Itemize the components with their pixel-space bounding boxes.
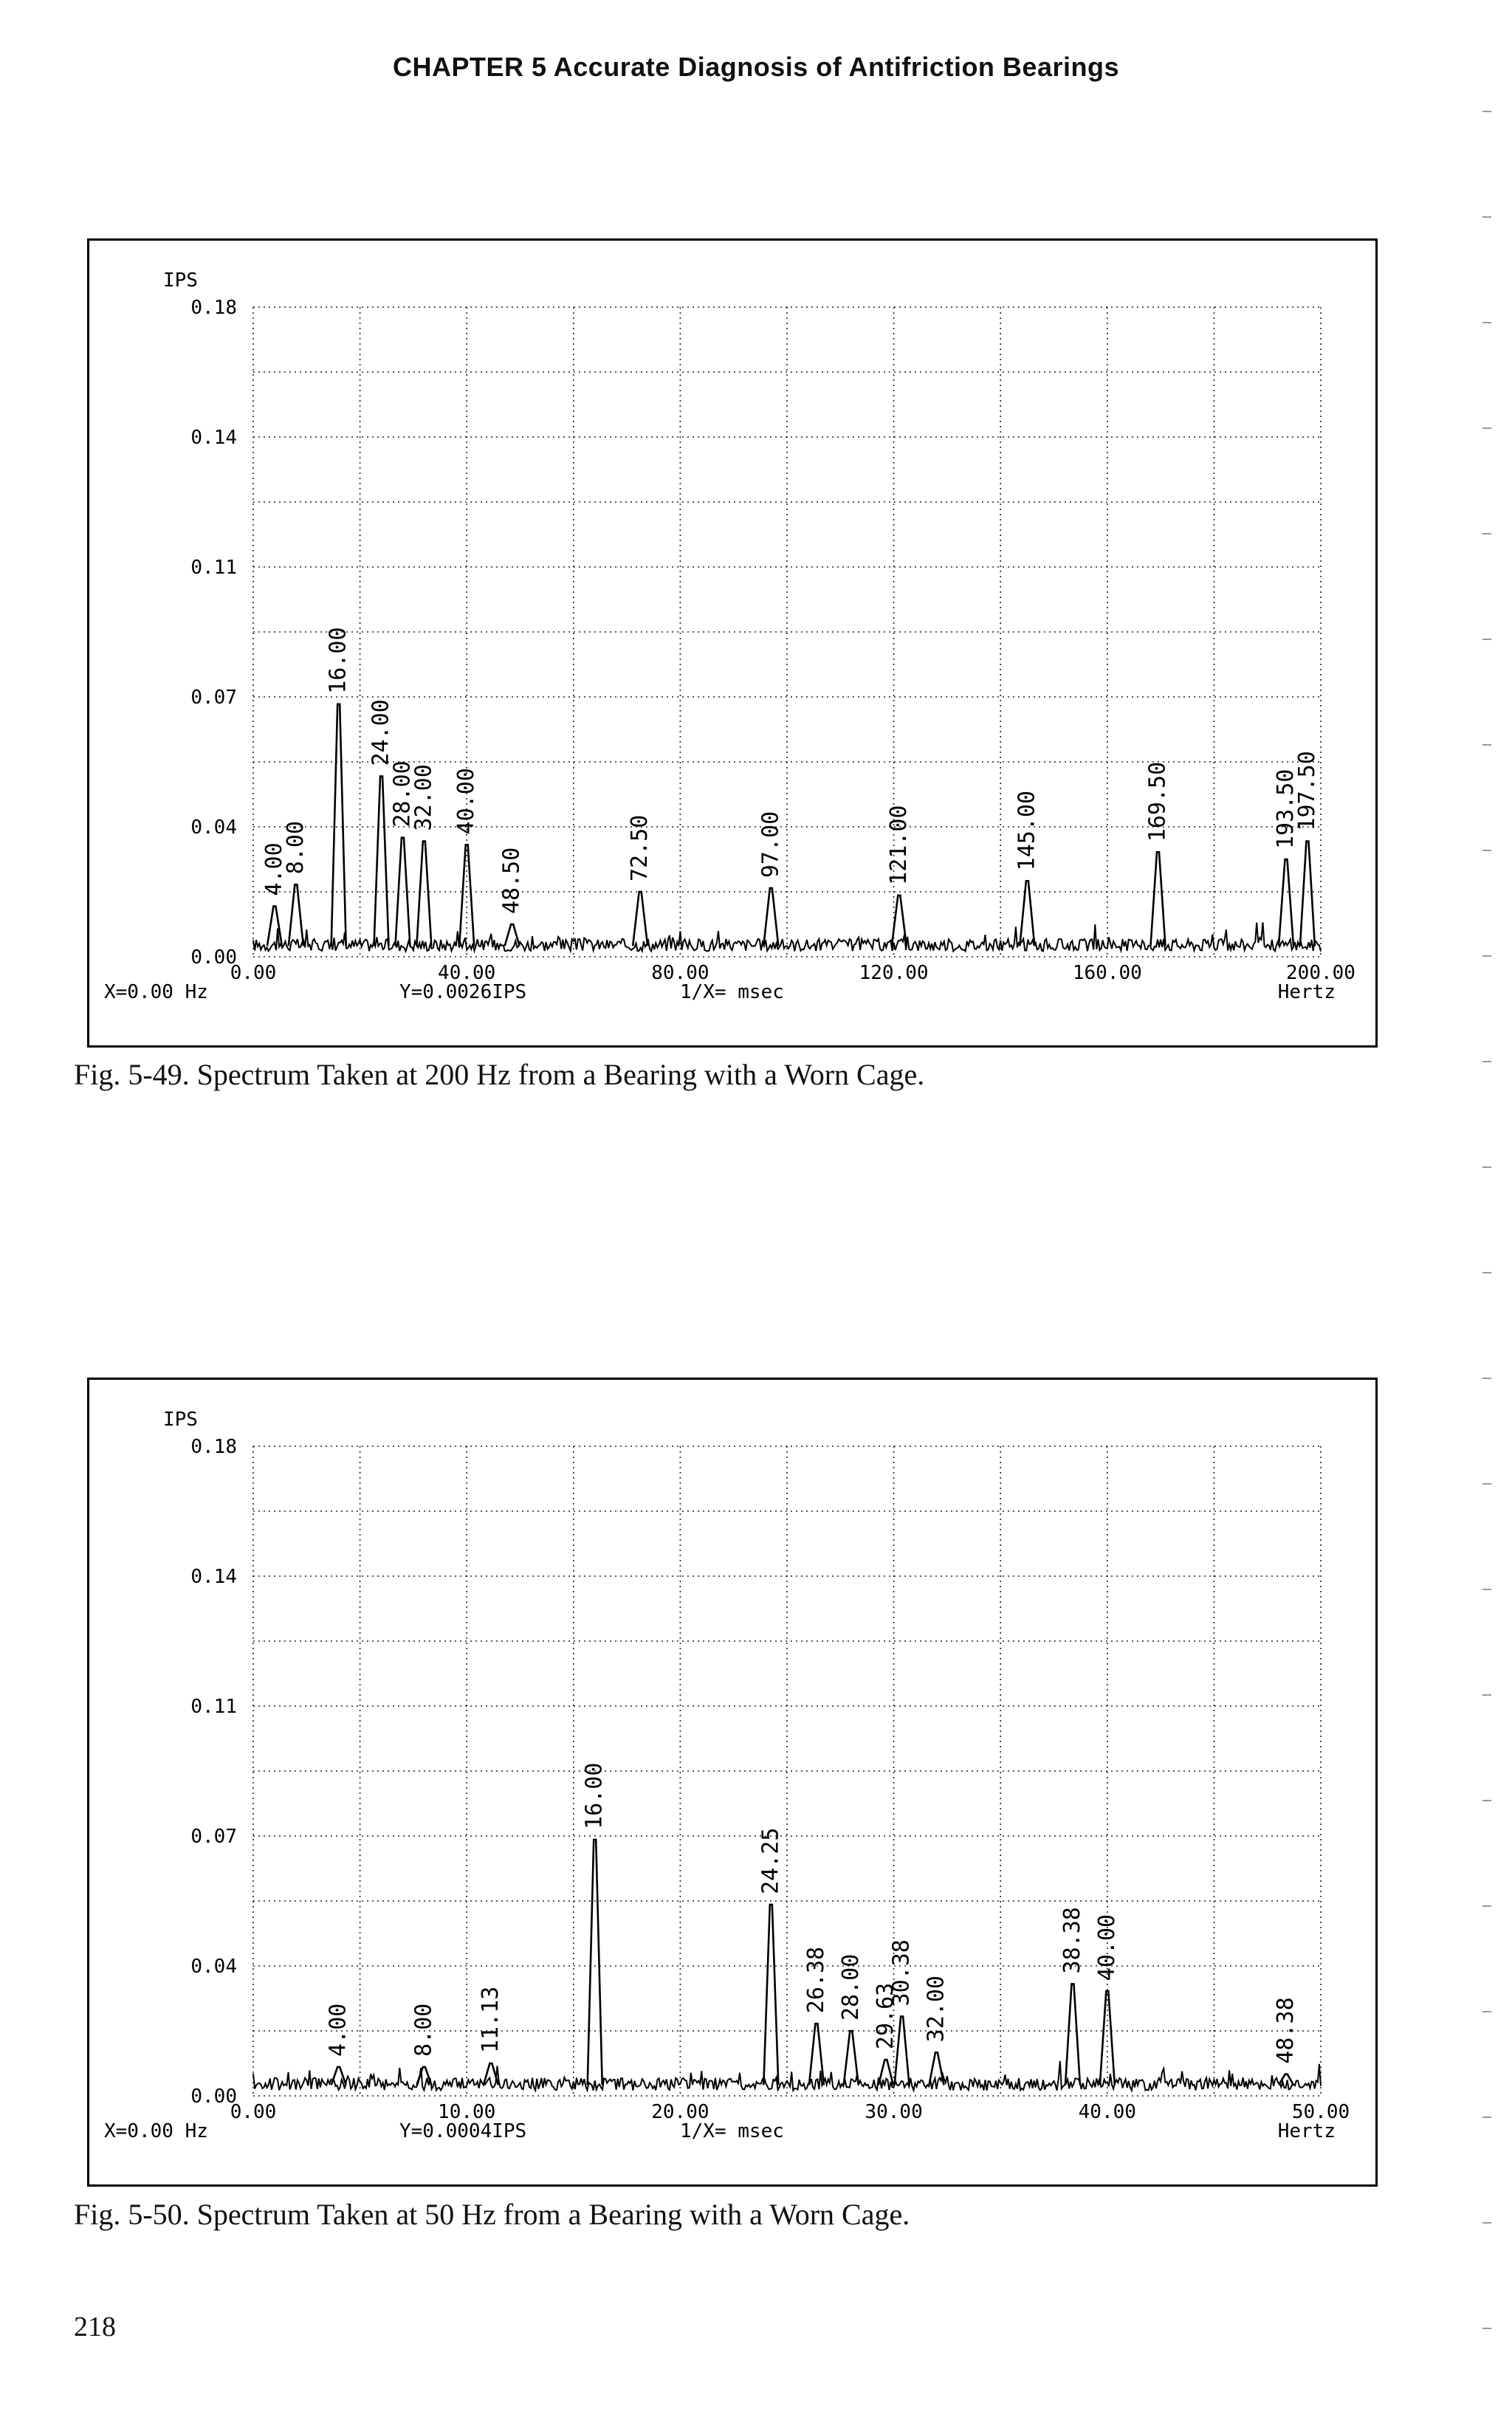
y-tick-label: 0.14 bbox=[190, 427, 237, 449]
y-tick-label: 0.14 bbox=[190, 1566, 237, 1588]
margin-tick bbox=[1482, 1378, 1491, 1379]
peak-frequency-label: 28.00 bbox=[389, 760, 416, 828]
peak-frequency-label: 26.38 bbox=[803, 1946, 829, 2014]
peak-frequency-label: 4.00 bbox=[261, 842, 287, 896]
spectrum-peak bbox=[267, 907, 282, 946]
peak-frequency-label: 197.50 bbox=[1293, 751, 1320, 831]
cursor-x-readout: X=0.00 Hz bbox=[104, 981, 208, 1003]
peak-frequency-label: 38.38 bbox=[1059, 1907, 1085, 1974]
margin-tick-marks bbox=[1482, 0, 1497, 2417]
y-tick-label: 0.07 bbox=[190, 687, 237, 709]
margin-tick bbox=[1482, 216, 1491, 218]
x-tick-label: 120.00 bbox=[859, 962, 929, 984]
x-tick-label: 20.00 bbox=[651, 2101, 709, 2123]
cursor-y-readout: Y=0.0004IPS bbox=[399, 2120, 527, 2142]
margin-tick bbox=[1482, 1061, 1491, 1062]
margin-tick bbox=[1482, 322, 1491, 323]
peak-frequency-label: 121.00 bbox=[885, 805, 912, 885]
peak-frequency-label: 16.00 bbox=[581, 1762, 608, 1829]
peak-frequency-label: 48.38 bbox=[1273, 1997, 1299, 2064]
spectrum-peak bbox=[588, 1840, 602, 2085]
spectrum-peak bbox=[331, 704, 346, 946]
margin-tick bbox=[1482, 1483, 1491, 1485]
spectrum-peak bbox=[289, 884, 303, 946]
peak-frequency-label: 48.50 bbox=[498, 847, 525, 914]
peak-frequency-label: 16.00 bbox=[325, 627, 351, 694]
peak-frequency-label: 97.00 bbox=[757, 811, 784, 879]
spectrum-peak bbox=[1300, 842, 1315, 946]
spectrum-figure-5-50 bbox=[87, 1378, 1378, 2187]
spectrum-peak bbox=[416, 842, 431, 946]
inverse-readout: 1/X= msec bbox=[680, 2120, 784, 2142]
spectrum-peak bbox=[331, 2067, 346, 2085]
peak-frequency-label: 8.00 bbox=[282, 820, 309, 875]
x-tick-label: 200.00 bbox=[1286, 962, 1355, 984]
margin-tick bbox=[1482, 2328, 1491, 2329]
spectrum-peak bbox=[1279, 859, 1293, 946]
y-tick-label: 0.11 bbox=[190, 557, 237, 579]
margin-tick bbox=[1482, 744, 1491, 746]
spectrum-noise-trace bbox=[253, 922, 1321, 951]
y-tick-label: 0.04 bbox=[190, 1956, 237, 1978]
cursor-x-readout: X=0.00 Hz bbox=[104, 2120, 208, 2142]
spectrum-peak bbox=[374, 777, 389, 946]
y-tick-label: 0.11 bbox=[190, 1696, 237, 1718]
peak-frequency-label: 8.00 bbox=[410, 2003, 437, 2057]
peak-frequency-label: 30.38 bbox=[888, 1939, 915, 2007]
cursor-y-readout: Y=0.0026IPS bbox=[399, 981, 527, 1003]
x-axis-unit-label: Hertz bbox=[1277, 981, 1336, 1003]
figure-caption-5-49: Fig. 5-49. Spectrum Taken at 200 Hz from a Bearing with a Worn Cage. bbox=[74, 1058, 925, 1091]
margin-tick bbox=[1482, 2222, 1491, 2224]
spectrum-peak bbox=[763, 888, 778, 946]
y-axis-title: IPS bbox=[163, 1409, 198, 1431]
x-tick-label: 50.00 bbox=[1291, 2101, 1350, 2123]
peak-frequency-label: 169.50 bbox=[1144, 761, 1171, 842]
peak-frequency-label: 24.25 bbox=[757, 1827, 784, 1894]
spectrum-peak bbox=[459, 845, 474, 946]
peak-frequency-label: 32.00 bbox=[923, 1976, 949, 2043]
y-tick-label: 0.18 bbox=[190, 297, 237, 319]
x-tick-label: 40.00 bbox=[1078, 2101, 1136, 2123]
chapter-header: CHAPTER 5 Accurate Diagnosis of Antifriction Bearings bbox=[393, 52, 1119, 82]
y-tick-label: 0.00 bbox=[190, 946, 237, 969]
y-tick-label: 0.04 bbox=[190, 816, 237, 839]
margin-tick bbox=[1482, 2011, 1491, 2012]
margin-tick bbox=[1482, 639, 1491, 640]
spectrum-chart-200hz bbox=[89, 241, 1375, 1045]
margin-tick bbox=[1482, 1589, 1491, 1590]
spectrum-chart-50hz bbox=[89, 1380, 1375, 2184]
x-tick-label: 0.00 bbox=[230, 2101, 277, 2123]
spectrum-peak bbox=[633, 892, 647, 946]
spectrum-peak bbox=[1020, 881, 1034, 946]
peak-frequency-label: 28.00 bbox=[837, 1953, 864, 2021]
peak-frequency-label: 29.63 bbox=[872, 1982, 898, 2050]
spectrum-peak bbox=[1065, 1984, 1080, 2085]
peak-frequency-label: 24.00 bbox=[368, 699, 394, 766]
margin-tick bbox=[1482, 111, 1491, 112]
x-tick-label: 0.00 bbox=[230, 962, 277, 984]
x-tick-label: 10.00 bbox=[438, 2101, 496, 2123]
spectrum-peak bbox=[505, 924, 520, 946]
spectrum-peak bbox=[395, 838, 410, 946]
x-tick-label: 160.00 bbox=[1072, 962, 1142, 984]
x-axis-unit-label: Hertz bbox=[1277, 2120, 1336, 2142]
peak-frequency-label: 40.00 bbox=[1093, 1914, 1120, 1981]
margin-tick bbox=[1482, 533, 1491, 534]
x-tick-label: 30.00 bbox=[865, 2101, 923, 2123]
spectrum-peak bbox=[1150, 852, 1165, 946]
y-tick-label: 0.07 bbox=[190, 1826, 237, 1848]
y-axis-title: IPS bbox=[163, 269, 198, 292]
inverse-readout: 1/X= msec bbox=[680, 981, 784, 1003]
peak-frequency-label: 4.00 bbox=[325, 2003, 351, 2057]
peak-frequency-label: 145.00 bbox=[1014, 790, 1040, 871]
spectrum-figure-5-49 bbox=[87, 238, 1378, 1048]
x-tick-label: 80.00 bbox=[651, 962, 709, 984]
spectrum-noise-trace bbox=[253, 2061, 1321, 2091]
peak-frequency-label: 193.50 bbox=[1273, 769, 1299, 849]
margin-tick bbox=[1482, 427, 1491, 429]
margin-tick bbox=[1482, 1694, 1491, 1696]
page-number: 218 bbox=[74, 2311, 116, 2342]
y-tick-label: 0.18 bbox=[190, 1436, 237, 1458]
margin-tick bbox=[1482, 1800, 1491, 1801]
figure-caption-5-50: Fig. 5-50. Spectrum Taken at 50 Hz from a Bearing with a Worn Cage. bbox=[74, 2198, 910, 2231]
peak-frequency-label: 11.13 bbox=[477, 1986, 504, 2053]
margin-tick bbox=[1482, 1905, 1491, 1907]
margin-tick bbox=[1482, 2117, 1491, 2118]
peak-frequency-label: 72.50 bbox=[627, 814, 653, 881]
spectrum-peak bbox=[763, 1905, 778, 2085]
margin-tick bbox=[1482, 1166, 1491, 1168]
margin-tick bbox=[1482, 850, 1491, 851]
peak-frequency-label: 32.00 bbox=[410, 764, 437, 831]
y-tick-label: 0.00 bbox=[190, 2086, 237, 2108]
margin-tick bbox=[1482, 955, 1491, 957]
peak-frequency-label: 40.00 bbox=[453, 768, 480, 835]
margin-tick bbox=[1482, 1272, 1491, 1273]
x-tick-label: 40.00 bbox=[438, 962, 496, 984]
